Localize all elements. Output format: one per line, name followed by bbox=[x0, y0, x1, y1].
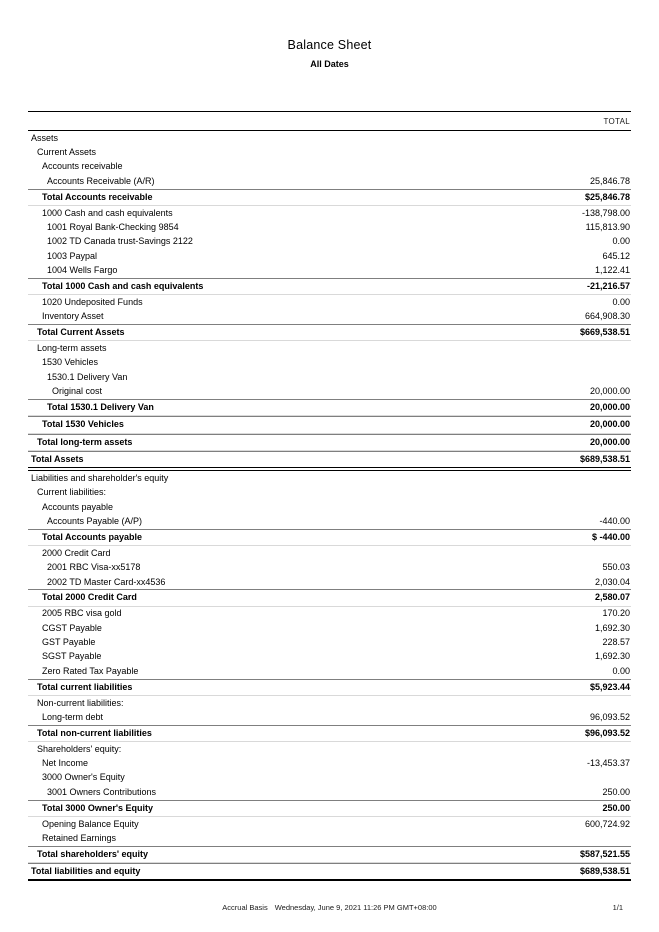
table-body bbox=[28, 131, 631, 881]
row-label: Total long-term assets bbox=[37, 436, 133, 447]
row-value: $25,846.78 bbox=[584, 191, 630, 202]
report-header bbox=[0, 0, 659, 69]
table-row bbox=[28, 341, 631, 355]
report-table bbox=[28, 111, 631, 881]
table-row bbox=[28, 160, 631, 174]
row-value: $689,538.51 bbox=[579, 866, 630, 877]
table-row bbox=[28, 500, 631, 514]
row-label: 2000 Credit Card bbox=[42, 547, 111, 558]
table-row bbox=[28, 249, 631, 263]
row-value: 228.57 bbox=[602, 637, 630, 648]
table-row bbox=[28, 664, 631, 678]
table-row bbox=[28, 451, 631, 471]
report-footer bbox=[0, 903, 659, 912]
table-row bbox=[28, 356, 631, 370]
row-label: 1001 Royal Bank-Checking 9854 bbox=[47, 221, 179, 232]
row-label: Total 3000 Owner's Equity bbox=[42, 802, 154, 813]
table-row bbox=[28, 650, 631, 664]
row-label: Current liabilities: bbox=[37, 487, 107, 498]
row-label: 3000 Owner's Equity bbox=[42, 772, 125, 783]
row-value: $5,923.44 bbox=[589, 681, 630, 692]
table-row bbox=[28, 771, 631, 785]
row-label: Long-term debt bbox=[42, 711, 104, 722]
table-row bbox=[28, 145, 631, 159]
table-row bbox=[28, 235, 631, 249]
row-label: SGST Payable bbox=[42, 651, 102, 662]
table-row bbox=[28, 324, 631, 341]
table-row bbox=[28, 710, 631, 724]
table-row bbox=[28, 220, 631, 234]
table-row bbox=[28, 370, 631, 384]
row-label: Accounts payable bbox=[42, 501, 114, 512]
table-row bbox=[28, 561, 631, 575]
table-row bbox=[28, 785, 631, 799]
row-value: 20,000.00 bbox=[589, 436, 630, 447]
table-row bbox=[28, 206, 631, 220]
report-datetime: Wednesday, June 9, 2021 11:26 PM GMT+08:00 bbox=[274, 903, 437, 912]
row-label: Retained Earnings bbox=[42, 832, 117, 843]
row-label: Total 1000 Cash and cash equivalents bbox=[42, 280, 204, 291]
row-value: 645.12 bbox=[602, 250, 630, 261]
row-value: 250.00 bbox=[602, 786, 630, 797]
row-label: Total 1530.1 Delivery Van bbox=[47, 401, 154, 412]
table-row bbox=[28, 486, 631, 500]
table-row bbox=[28, 817, 631, 831]
row-label: Total Accounts payable bbox=[42, 531, 143, 542]
row-label: 2001 RBC Visa-xx5178 bbox=[47, 562, 141, 573]
row-label: Liabilities and shareholder's equity bbox=[31, 472, 169, 483]
table-row bbox=[28, 189, 631, 206]
table-row bbox=[28, 278, 631, 295]
row-label: Net Income bbox=[42, 758, 89, 769]
row-label: Assets bbox=[31, 132, 59, 143]
table-row bbox=[28, 589, 631, 606]
table-row bbox=[28, 434, 631, 451]
row-label: 2005 RBC visa gold bbox=[42, 608, 122, 619]
row-label: Total 1530 Vehicles bbox=[42, 419, 124, 430]
row-label: Total shareholders' equity bbox=[37, 848, 148, 859]
table-header-row bbox=[28, 111, 631, 131]
row-value: 250.00 bbox=[602, 802, 630, 813]
row-value: 115,813.90 bbox=[585, 221, 630, 232]
row-value: $587,521.55 bbox=[579, 848, 630, 859]
table-row bbox=[28, 174, 631, 188]
row-value: 20,000.00 bbox=[589, 401, 630, 412]
table-row bbox=[28, 384, 631, 398]
row-value: 2,030.04 bbox=[594, 576, 630, 587]
report-subtitle: All Dates bbox=[310, 59, 349, 69]
row-value: -21,216.57 bbox=[586, 280, 630, 291]
row-value: 2,580.07 bbox=[594, 592, 630, 603]
row-value: 170.20 bbox=[602, 608, 630, 619]
table-row bbox=[28, 310, 631, 324]
row-value: 1,122.41 bbox=[594, 265, 630, 276]
row-label: Accounts receivable bbox=[42, 161, 123, 172]
row-label: 1004 Wells Fargo bbox=[47, 265, 118, 276]
row-label: 1003 Paypal bbox=[47, 250, 98, 261]
table-row bbox=[28, 529, 631, 546]
table-row bbox=[28, 514, 631, 528]
table-row bbox=[28, 679, 631, 696]
table-row bbox=[28, 263, 631, 277]
row-value: 20,000.00 bbox=[589, 386, 630, 397]
row-value: 96,093.52 bbox=[589, 711, 630, 722]
accounting-basis-label: Accrual Basis bbox=[222, 903, 268, 912]
table-row bbox=[28, 635, 631, 649]
row-value: 664,908.30 bbox=[584, 311, 630, 322]
row-label: Non-current liabilities: bbox=[37, 697, 124, 708]
row-value: 0.00 bbox=[612, 296, 630, 307]
table-row bbox=[28, 416, 631, 433]
row-value: -440.00 bbox=[599, 516, 630, 527]
table-row bbox=[28, 756, 631, 770]
table-row bbox=[28, 399, 631, 416]
table-row bbox=[28, 846, 631, 863]
row-label: Total liabilities and equity bbox=[31, 866, 141, 877]
row-value: 1,692.30 bbox=[594, 651, 630, 662]
row-label: Total current liabilities bbox=[37, 681, 133, 692]
row-label: Total non-current liabilities bbox=[37, 727, 152, 738]
table-row bbox=[28, 742, 631, 756]
table-row bbox=[28, 607, 631, 621]
row-label: Total Accounts receivable bbox=[42, 191, 153, 202]
row-label: Current Assets bbox=[37, 147, 97, 158]
row-label: 2002 TD Master Card-xx4536 bbox=[47, 576, 166, 587]
row-value: 600,724.92 bbox=[584, 818, 630, 829]
row-value: $ -440.00 bbox=[591, 531, 630, 542]
row-label: Long-term assets bbox=[37, 342, 107, 353]
page-number: 1/1 bbox=[612, 903, 623, 912]
row-label: Total 2000 Credit Card bbox=[42, 592, 137, 603]
row-value: $689,538.51 bbox=[579, 454, 630, 465]
row-label: Shareholders' equity: bbox=[37, 743, 122, 754]
row-value: 25,846.78 bbox=[589, 175, 630, 186]
total-column-header: TOTAL bbox=[603, 117, 630, 126]
row-label: CGST Payable bbox=[42, 622, 102, 633]
row-label: 1530.1 Delivery Van bbox=[47, 371, 128, 382]
table-row bbox=[28, 546, 631, 560]
footer-center-text bbox=[0, 903, 659, 912]
table-row bbox=[28, 471, 631, 485]
row-value: 20,000.00 bbox=[589, 419, 630, 430]
row-label: Total Assets bbox=[31, 454, 84, 465]
table-row bbox=[28, 800, 631, 817]
report-title: Balance Sheet bbox=[287, 38, 372, 52]
row-label: Original cost bbox=[52, 386, 103, 397]
row-label: GST Payable bbox=[42, 637, 96, 648]
row-label: 3001 Owners Contributions bbox=[47, 786, 157, 797]
table-row bbox=[28, 131, 631, 145]
row-label: Accounts Receivable (A/R) bbox=[47, 175, 155, 186]
row-value: 550.03 bbox=[602, 562, 630, 573]
table-row bbox=[28, 295, 631, 309]
row-value: -138,798.00 bbox=[581, 207, 630, 218]
row-value: -13,453.37 bbox=[586, 758, 630, 769]
row-label: 1020 Undeposited Funds bbox=[42, 296, 143, 307]
row-label: 1002 TD Canada trust-Savings 2122 bbox=[47, 236, 193, 247]
row-value: $96,093.52 bbox=[584, 727, 630, 738]
row-label: 1530 Vehicles bbox=[42, 357, 99, 368]
row-value: $669,538.51 bbox=[579, 327, 630, 338]
table-row bbox=[28, 621, 631, 635]
table-row bbox=[28, 575, 631, 589]
row-label: Total Current Assets bbox=[37, 327, 125, 338]
row-value: 0.00 bbox=[612, 236, 630, 247]
row-label: Accounts Payable (A/P) bbox=[47, 516, 143, 527]
table-row bbox=[28, 863, 631, 881]
row-label: Opening Balance Equity bbox=[42, 818, 139, 829]
table-row bbox=[28, 831, 631, 845]
row-label: Inventory Asset bbox=[42, 311, 104, 322]
table-row bbox=[28, 696, 631, 710]
row-label: Zero Rated Tax Payable bbox=[42, 665, 139, 676]
table-row bbox=[28, 725, 631, 742]
row-label: 1000 Cash and cash equivalents bbox=[42, 207, 173, 218]
row-value: 0.00 bbox=[612, 665, 630, 676]
row-value: 1,692.30 bbox=[594, 622, 630, 633]
